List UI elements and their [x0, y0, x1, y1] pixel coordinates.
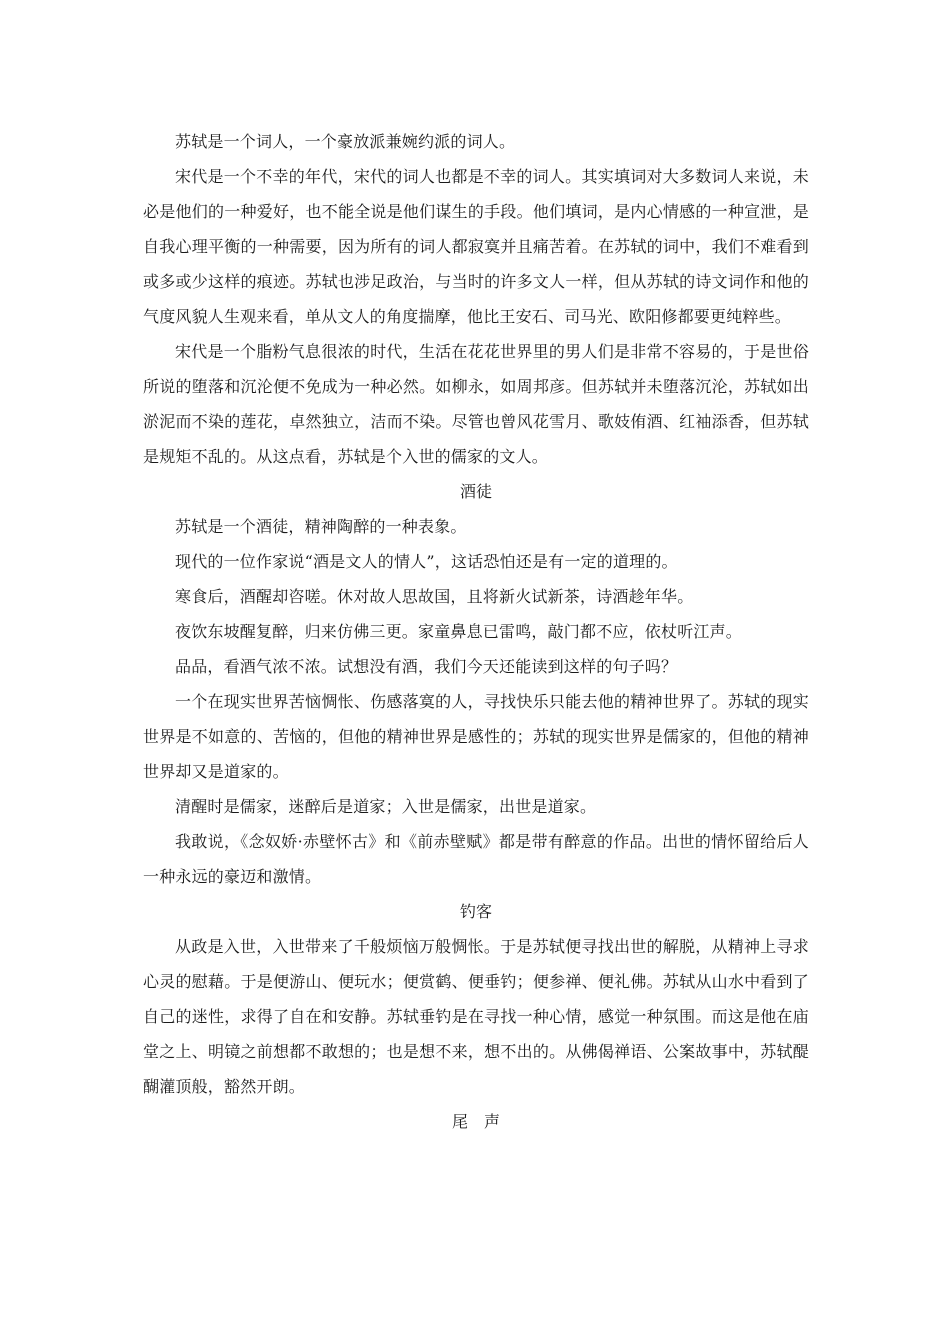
paragraph: 苏轼是一个酒徒，精神陶醉的一种表象。 — [175, 517, 467, 536]
paragraph: 一个在现实世界苦恼惆怅、伤感落寞的人，寻找快乐只能去他的精神世界了。苏轼的现实世界是不如意的、苦恼的，但他的精神世界是感性的；苏轼的现实世界是儒家的，但他的精神世界却又是道家的。 — [143, 692, 809, 781]
paragraph: 宋代是一个不幸的年代，宋代的词人也都是不幸的词人。其实填词对大多数词人来说，未必是他们的一种爱好，也不能全说是他们谋生的手段。他们填词，是内心情感的一种宣泄，是自我心理平衡的一种需要，因为所有的词人都寂寞并且痛苦着。在苏轼的词中，我们不难看到或多或少这样的痕迹。苏轼也涉足政治，与当时的许多文人一样，但从苏轼的诗文词作和他的气度风貌人生观来看，单从文人的角度揣摩，他比王安石、司马光、欧阳修都要更纯粹些。 — [143, 167, 809, 326]
section-heading-jiutu: 酒徒 — [459, 482, 492, 501]
paragraph: 寒食后，酒醒却咨嗟。休对故人思故国，且将新火试新茶，诗酒趁年华。 — [175, 587, 694, 606]
paragraph: 从政是入世，入世带来了千般烦恼万般惆怅。于是苏轼便寻找出世的解脱，从精神上寻求心灵的慰藉。于是便游山、便玩水；便赏鹤、便垂钓；便参禅、便礼佛。苏轼从山水中看到了自己的迷性，求得了自在和安静。苏轼垂钓是在寻找一种心情，感觉一种氛围。而这是他在庙堂之上、明镜之前想都不敢想的；也是想不来，想不出的。从佛偈禅语、公案故事中，苏轼醍醐灌顶般，豁然开朗。 — [143, 937, 809, 1096]
paragraph: 清醒时是儒家，迷醉后是道家；入世是儒家，出世是道家。 — [175, 797, 597, 816]
document-page — [143, 124, 809, 1139]
paragraph: 品品，看酒气浓不浓。试想没有酒，我们今天还能读到这样的句子吗？ — [175, 657, 678, 676]
section-heading-diaoke: 钓客 — [459, 902, 492, 921]
section-heading-weisheng: 尾声 — [451, 1112, 516, 1131]
paragraph: 宋代是一个脂粉气息很浓的时代，生活在花花世界里的男人们是非常不容易的，于是世俗所说的堕落和沉沦便不免成为一种必然。如柳永，如周邦彦。但苏轼并未堕落沉沦，苏轼如出淤泥而不染的莲花，卓然独立，洁而不染。尽管也曾风花雪月、歌妓侑酒、红袖添香，但苏轼是规矩不乱的。从这点看，苏轼是个入世的儒家的文人。 — [143, 342, 809, 466]
paragraph: 现代的一位作家说“酒是文人的情人”，这话恐怕还是有一定的道理的。 — [175, 552, 678, 571]
paragraph: 我敢说，《念奴娇·赤壁怀古》和《前赤壁赋》都是带有醉意的作品。出世的情怀留给后人一种永远的豪迈和激情。 — [143, 832, 809, 886]
paragraph: 苏轼是一个词人，一个豪放派兼婉约派的词人。 — [175, 132, 516, 151]
paragraph: 夜饮东坡醒复醉，归来仿佛三更。家童鼻息已雷鸣，敲门都不应，依杖听江声。 — [175, 622, 743, 641]
